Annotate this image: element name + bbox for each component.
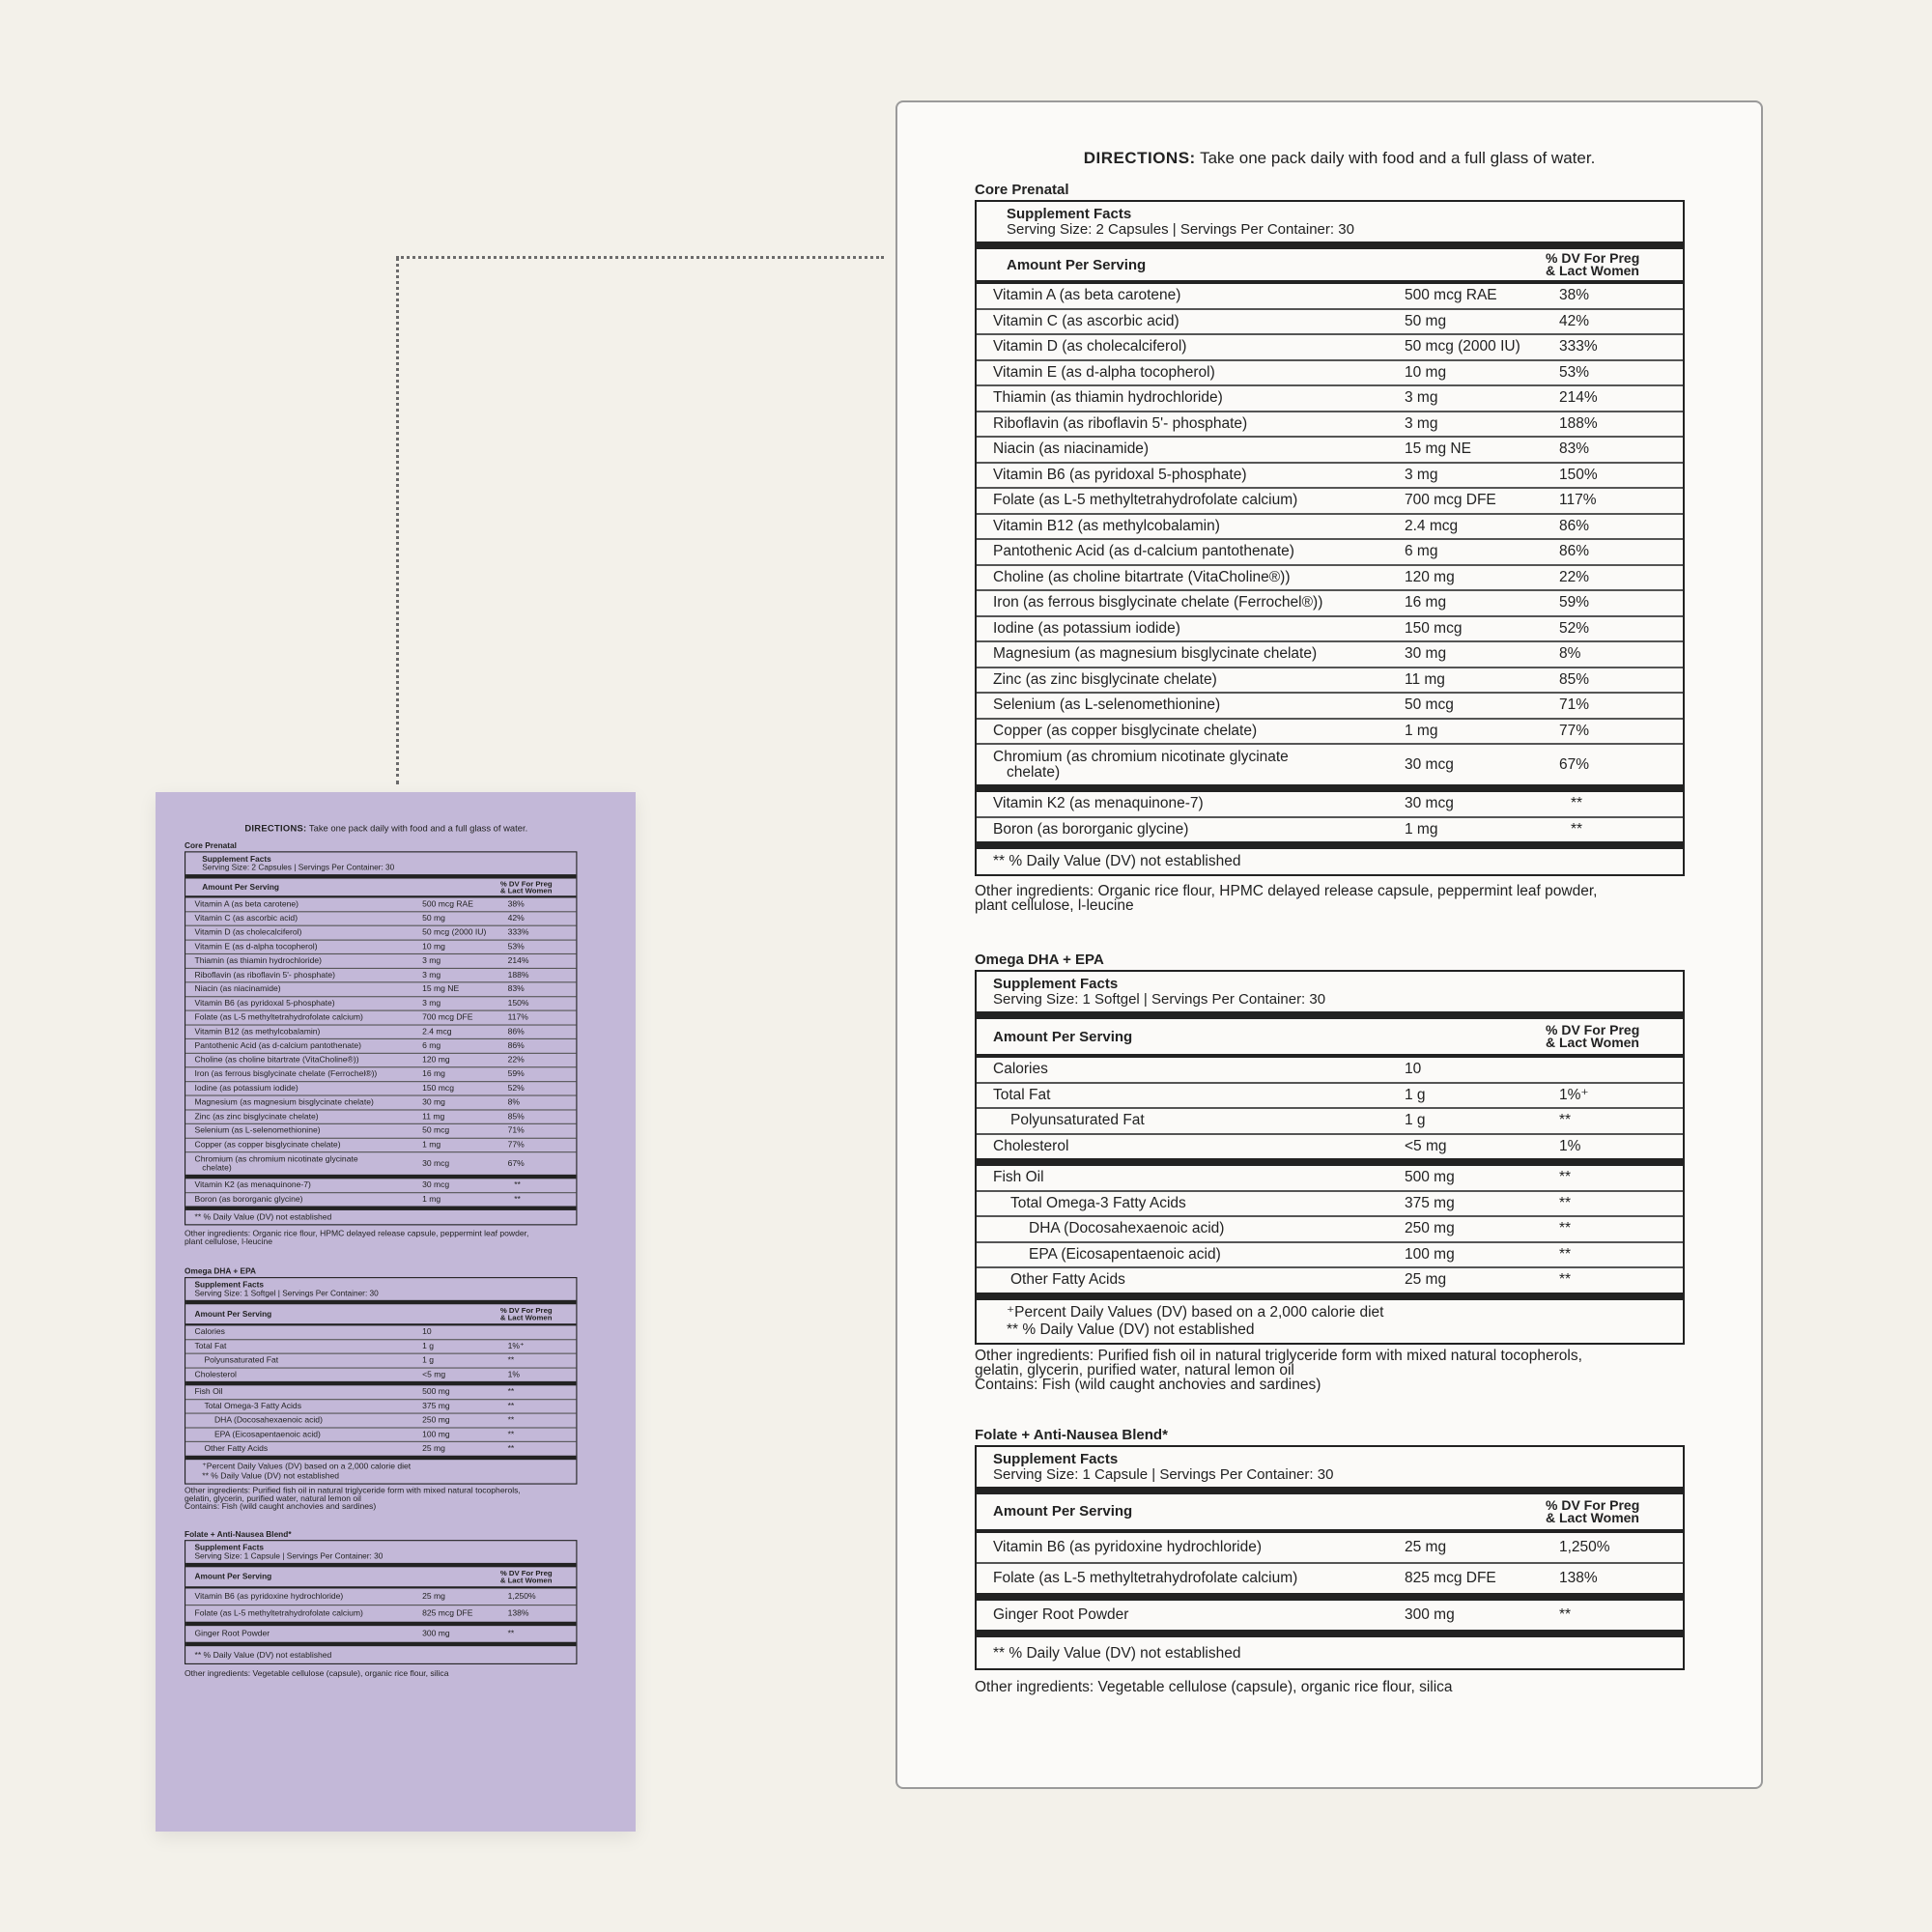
footnote: ⁺Percent Daily Values (DV) based on a 2,000 calorie diet ** % Daily Value (DV) not established <box>202 1462 412 1481</box>
nutrient-row: Zinc (as zinc bisglycinate chelate) 11 mg 85% <box>977 668 1683 695</box>
nutrient-row: Vitamin K2 (as menaquinone-7) 30 mcg ** <box>185 1179 576 1193</box>
nutrient-row: Thiamin (as thiamin hydrochloride) 3 mg 214% <box>977 386 1683 412</box>
nutrient-row: Iodine (as potassium iodide) 150 mcg 52% <box>977 617 1683 643</box>
nutrient-row: Iodine (as potassium iodide) 150 mcg 52% <box>185 1082 576 1096</box>
nutrient-row: Vitamin C (as ascorbic acid) 50 mg 42% <box>185 912 576 926</box>
facts-table-omega <box>185 1277 577 1484</box>
section-title-core-prenatal: Core Prenatal <box>185 840 237 851</box>
dv-header: % DV For Preg & Lact Women <box>499 1305 553 1321</box>
nutrient-row: Vitamin C (as ascorbic acid) 50 mg 42% <box>977 310 1683 336</box>
nutrient-row: Vitamin B6 (as pyridoxal 5-phosphate) 3 mg 150% <box>977 464 1683 490</box>
section-title-omega: Omega DHA + EPA <box>185 1266 256 1276</box>
nutrient-row: Chromium (as chromium nicotinate glycinate chelate) 30 mcg 67% <box>185 1152 576 1179</box>
other-ingredients: Other ingredients: Purified fish oil in natural triglyceride form with mixed natural tocopherols, gelatin, glycerin, purified water, natural lemon oil Contains: Fish (wild caught anchovies and sardines) <box>185 1485 521 1511</box>
nutrient-row: Riboflavin (as riboflavin 5'- phosphate) 3 mg 188% <box>977 412 1683 439</box>
nutrient-row: Folate (as L-5 methyltetrahydrofolate calcium) 825 mcg DFE 138% <box>185 1605 576 1626</box>
nutrient-row: Other Fatty Acids 25 mg ** <box>185 1442 576 1460</box>
column-header-row <box>977 1019 1683 1058</box>
facts-table-core-prenatal <box>975 200 1685 876</box>
supplement-sheet <box>185 823 577 1678</box>
footnote: ** % Daily Value (DV) not established <box>194 1212 332 1222</box>
nutrient-row: EPA (Eicosapentaenoic acid) 100 mg ** <box>185 1428 576 1442</box>
label-thumbnail[interactable] <box>156 792 636 1832</box>
amount-header: Amount Per Serving <box>202 882 279 893</box>
nutrient-row: Copper (as copper bisglycinate chelate) 1 mg 77% <box>977 720 1683 746</box>
facts-table-core-prenatal <box>185 851 577 1225</box>
nutrient-row: Pantothenic Acid (as d-calcium pantothenate) 6 mg 86% <box>185 1039 576 1054</box>
nutrient-row: Choline (as choline bitartrate (VitaCholine®)) 120 mg 22% <box>977 566 1683 592</box>
nutrient-row: Selenium (as L-selenomethionine) 50 mcg 71% <box>185 1124 576 1139</box>
nutrient-row: Total Omega-3 Fatty Acids 375 mg ** <box>977 1192 1683 1218</box>
column-header-row <box>185 879 576 898</box>
column-header-row <box>977 249 1683 284</box>
amount-header: Amount Per Serving <box>194 1572 272 1581</box>
facts-table-omega <box>975 970 1685 1345</box>
nutrient-row: Selenium (as L-selenomethionine) 50 mcg 71% <box>977 694 1683 720</box>
facts-title: Supplement Facts <box>194 1543 264 1552</box>
column-header-row <box>185 1304 576 1325</box>
nutrient-row: Folate (as L-5 methyltetrahydrofolate calcium) 700 mcg DFE 117% <box>185 1011 576 1026</box>
other-ingredients: Other ingredients: Organic rice flour, HPMC delayed release capsule, peppermint leaf powder, plant cellulose, l-leucine <box>185 1229 529 1246</box>
nutrient-row: Iron (as ferrous bisglycinate chelate (Ferrochel®)) 16 mg 59% <box>185 1067 576 1082</box>
footnote: ** % Daily Value (DV) not established <box>993 853 1241 869</box>
section-title-folate: Folate + Anti-Nausea Blend* <box>975 1426 1168 1443</box>
column-header-row <box>977 1494 1683 1533</box>
nutrient-row: Calories 10 <box>185 1325 576 1340</box>
nutrient-row: Vitamin D (as cholecalciferol) 50 mcg (2000 IU) 333% <box>977 335 1683 361</box>
other-ingredients: Other ingredients: Organic rice flour, HPMC delayed release capsule, peppermint leaf powder, plant cellulose, l-leucine <box>975 883 1598 914</box>
nutrient-row: Vitamin B6 (as pyridoxal 5-phosphate) 3 mg 150% <box>185 997 576 1011</box>
nutrient-row: Vitamin A (as beta carotene) 500 mcg RAE 38% <box>977 284 1683 310</box>
dv-header: % DV For Preg & Lact Women <box>499 1568 553 1584</box>
nutrient-row: Riboflavin (as riboflavin 5'- phosphate) 3 mg 188% <box>185 969 576 983</box>
facts-table-folate <box>185 1540 577 1664</box>
nutrient-row: Fish Oil 500 mg ** <box>977 1166 1683 1192</box>
facts-title: Supplement Facts <box>202 854 271 865</box>
nutrient-row: Vitamin K2 (as menaquinone-7) 30 mcg ** <box>977 792 1683 818</box>
other-ingredients: Other ingredients: Vegetable cellulose (capsule), organic rice flour, silica <box>975 1678 1453 1695</box>
facts-header <box>185 1278 576 1304</box>
nutrient-row: Pantothenic Acid (as d-calcium pantothenate) 6 mg 86% <box>977 540 1683 566</box>
nutrient-row: Cholesterol <5 mg 1% <box>977 1135 1683 1167</box>
nutrient-row: Vitamin D (as cholecalciferol) 50 mcg (2000 IU) 333% <box>185 926 576 941</box>
connector-line-horizontal <box>396 256 884 259</box>
nutrient-row: Vitamin B6 (as pyridoxine hydrochloride) 25 mg 1,250% <box>977 1533 1683 1564</box>
nutrient-row: Magnesium (as magnesium bisglycinate chelate) 30 mg 8% <box>185 1096 576 1111</box>
nutrient-row: Total Omega-3 Fatty Acids 375 mg ** <box>185 1400 576 1414</box>
nutrient-row: Cholesterol <5 mg 1% <box>185 1368 576 1385</box>
dv-header: % DV For Preg & Lact Women <box>499 879 553 895</box>
directions: DIRECTIONS: Take one pack daily with food and a full glass of water. <box>1083 149 1596 167</box>
dv-header: % DV For Preg & Lact Women <box>1546 250 1640 278</box>
section-title-core-prenatal: Core Prenatal <box>975 182 1069 198</box>
nutrient-row: DHA (Docosahexaenoic acid) 250 mg ** <box>185 1414 576 1429</box>
connector-line-vertical <box>396 257 399 784</box>
nutrient-row: Niacin (as niacinamide) 15 mg NE 83% <box>977 438 1683 464</box>
nutrient-row: Total Fat 1 g 1%⁺ <box>977 1084 1683 1110</box>
column-header-row <box>185 1567 576 1588</box>
nutrient-row: Vitamin B12 (as methylcobalamin) 2.4 mcg 86% <box>185 1025 576 1039</box>
supplement-sheet <box>975 149 1685 1694</box>
nutrient-row: Vitamin B6 (as pyridoxine hydrochloride) 25 mg 1,250% <box>185 1588 576 1605</box>
nutrient-row: Thiamin (as thiamin hydrochloride) 3 mg 214% <box>185 954 576 969</box>
nutrient-row: Other Fatty Acids 25 mg ** <box>977 1268 1683 1300</box>
section-title-omega: Omega DHA + EPA <box>975 952 1104 968</box>
nutrient-row: Vitamin B12 (as methylcobalamin) 2.4 mcg 86% <box>977 515 1683 541</box>
nutrient-row: Vitamin E (as d-alpha tocopherol) 10 mg 53% <box>185 940 576 954</box>
serving-info: Serving Size: 2 Capsules | Servings Per Container: 30 <box>202 863 395 872</box>
other-ingredients: Other ingredients: Purified fish oil in natural triglyceride form with mixed natural tocopherols, gelatin, glycerin, purified water, natural lemon oil Contains: Fish (wild caught anchovies and sardines) <box>975 1347 1582 1393</box>
nutrient-row: Fish Oil 500 mg ** <box>185 1385 576 1400</box>
dv-header: % DV For Preg & Lact Women <box>1546 1496 1640 1525</box>
facts-header <box>977 202 1683 249</box>
nutrient-row: Iron (as ferrous bisglycinate chelate (Ferrochel®)) 16 mg 59% <box>977 591 1683 617</box>
amount-header: Amount Per Serving <box>993 1503 1133 1520</box>
nutrient-row: Calories 10 <box>977 1058 1683 1084</box>
serving-info: Serving Size: 1 Softgel | Servings Per Container: 30 <box>993 991 1326 1008</box>
amount-header: Amount Per Serving <box>993 1028 1133 1045</box>
nutrient-row: Ginger Root Powder 300 mg ** <box>977 1601 1683 1637</box>
label-detail-panel <box>895 100 1763 1789</box>
serving-info: Serving Size: 1 Softgel | Servings Per Container: 30 <box>194 1289 379 1298</box>
amount-header: Amount Per Serving <box>194 1309 272 1319</box>
nutrient-row: Total Fat 1 g 1%⁺ <box>185 1340 576 1354</box>
facts-header <box>185 852 576 878</box>
footnote: ** % Daily Value (DV) not established <box>993 1644 1241 1662</box>
nutrient-row: Polyunsaturated Fat 1 g ** <box>977 1109 1683 1135</box>
footnote: ⁺Percent Daily Values (DV) based on a 2,000 calorie diet ** % Daily Value (DV) not established <box>1007 1303 1384 1338</box>
nutrient-row: Copper (as copper bisglycinate chelate) 1 mg 77% <box>185 1139 576 1153</box>
section-title-folate: Folate + Anti-Nausea Blend* <box>185 1529 292 1539</box>
facts-table-folate <box>975 1445 1685 1670</box>
nutrient-row: Boron (as bororganic glycine) 1 mg ** <box>185 1193 576 1210</box>
facts-title: Supplement Facts <box>194 1280 264 1290</box>
nutrient-row: Chromium (as chromium nicotinate glycinate chelate) 30 mcg 67% <box>977 745 1683 792</box>
nutrient-row: Polyunsaturated Fat 1 g ** <box>185 1354 576 1369</box>
facts-header <box>185 1541 576 1567</box>
nutrient-row: Vitamin E (as d-alpha tocopherol) 10 mg 53% <box>977 361 1683 387</box>
facts-header <box>977 1447 1683 1494</box>
serving-info: Serving Size: 2 Capsules | Servings Per Container: 30 <box>1007 221 1354 238</box>
serving-info: Serving Size: 1 Capsule | Servings Per Container: 30 <box>194 1551 384 1561</box>
facts-title: Supplement Facts <box>1007 206 1132 222</box>
other-ingredients: Other ingredients: Vegetable cellulose (capsule), organic rice flour, silica <box>185 1668 449 1679</box>
nutrient-row: Boron (as bororganic glycine) 1 mg ** <box>977 818 1683 850</box>
directions: DIRECTIONS: Take one pack daily with food and a full glass of water. <box>244 823 528 834</box>
nutrient-row: DHA (Docosahexaenoic acid) 250 mg ** <box>977 1217 1683 1243</box>
nutrient-row: Zinc (as zinc bisglycinate chelate) 11 mg 85% <box>185 1110 576 1124</box>
facts-title: Supplement Facts <box>993 976 1119 992</box>
footnote: ** % Daily Value (DV) not established <box>194 1650 332 1660</box>
nutrient-row: EPA (Eicosapentaenoic acid) 100 mg ** <box>977 1243 1683 1269</box>
dv-header: % DV For Preg & Lact Women <box>1546 1022 1640 1050</box>
nutrient-row: Niacin (as niacinamide) 15 mg NE 83% <box>185 982 576 997</box>
nutrient-row: Vitamin A (as beta carotene) 500 mcg RAE 38% <box>185 897 576 912</box>
amount-header: Amount Per Serving <box>1007 256 1147 273</box>
nutrient-row: Magnesium (as magnesium bisglycinate chelate) 30 mg 8% <box>977 642 1683 668</box>
facts-title: Supplement Facts <box>993 1450 1119 1467</box>
serving-info: Serving Size: 1 Capsule | Servings Per Container: 30 <box>993 1465 1334 1483</box>
nutrient-row: Folate (as L-5 methyltetrahydrofolate calcium) 825 mcg DFE 138% <box>977 1564 1683 1601</box>
nutrient-row: Ginger Root Powder 300 mg ** <box>185 1626 576 1646</box>
nutrient-row: Choline (as choline bitartrate (VitaCholine®)) 120 mg 22% <box>185 1054 576 1068</box>
nutrient-row: Folate (as L-5 methyltetrahydrofolate calcium) 700 mcg DFE 117% <box>977 489 1683 515</box>
facts-header <box>977 972 1683 1019</box>
